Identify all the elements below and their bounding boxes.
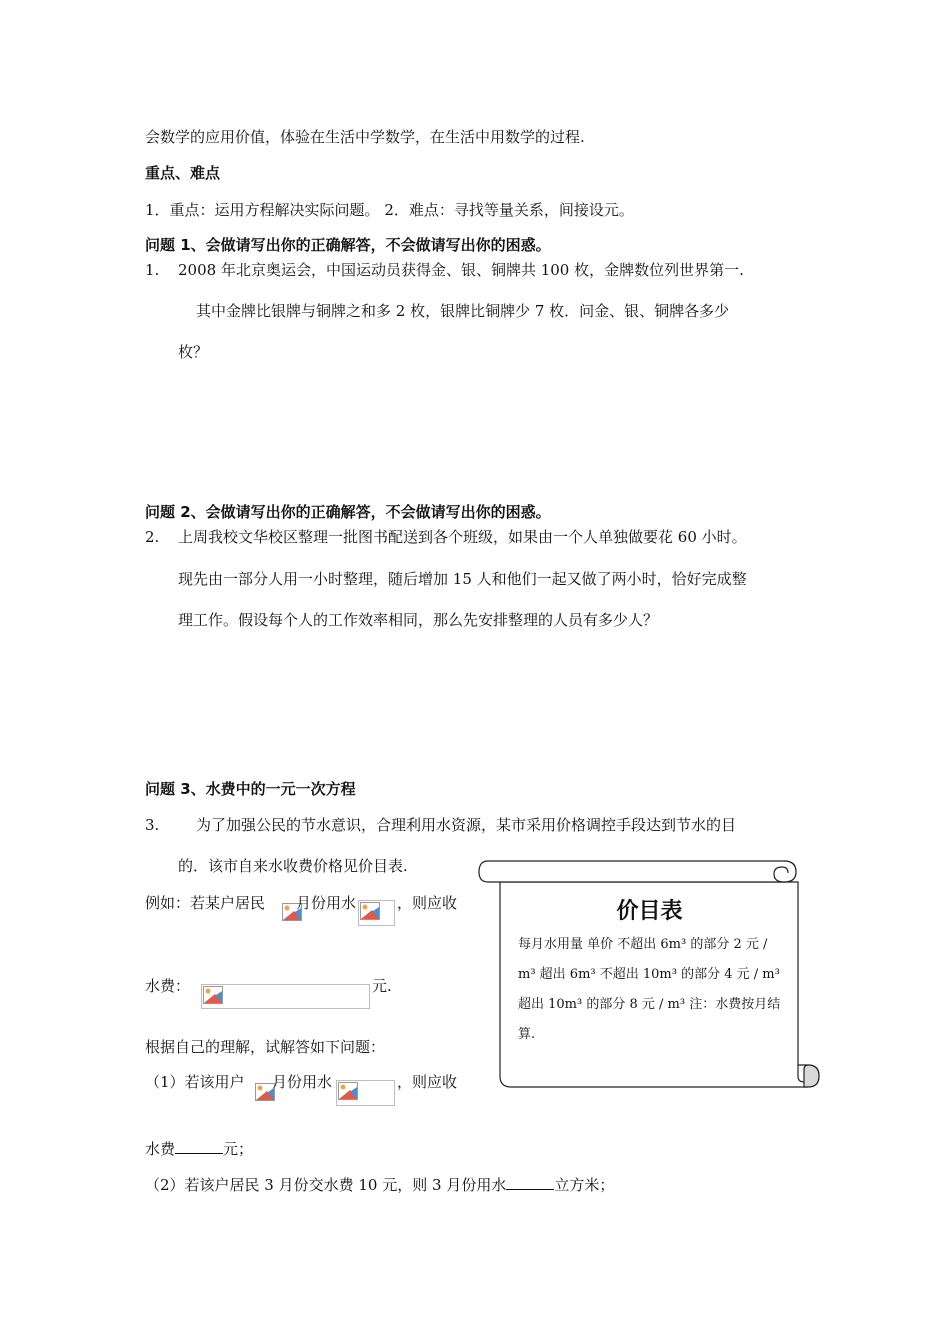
sub2-text-a: （2）若该户居民 3 月份交水费 10 元，则 3 月份用水 [145, 1176, 507, 1194]
fee-text-b: 元. [372, 977, 392, 995]
q2-text-line1: 上周我校文华校区整理一批图书配送到各个班级，如果由一个人单独做要花 60 小时。 [178, 528, 747, 546]
image-placeholder-volume [358, 900, 395, 926]
image-placeholder-month [281, 902, 293, 924]
sub1-text-b: 月份用水 [272, 1073, 333, 1091]
broken-image-icon [338, 1082, 358, 1100]
example-text-c: ，则应收 [397, 894, 458, 912]
q1-text-line2: 其中金牌比银牌与铜牌之和多 2 枚，银牌比铜牌少 7 枚．问金、银、铜牌各多少 [196, 302, 730, 320]
fee-text-a: 水费： [145, 977, 191, 995]
broken-image-icon [203, 986, 223, 1004]
image-placeholder-fee-formula [201, 984, 370, 1009]
q1-text-line1: 2008 年北京奥运会，中国运动员获得金、银、铜牌共 100 枚，金牌数位列世界第一. [178, 261, 744, 279]
keypoints-heading: 重点、难点 [145, 164, 221, 182]
price-table-title: 价目表 [616, 899, 683, 924]
q1-text-line3: 枚？ [178, 343, 209, 361]
sub1-fee-text-b: 元； [223, 1140, 254, 1158]
sub2-line [145, 1174, 614, 1195]
example-text-a: 例如：若某户居民 [145, 894, 266, 912]
q2-number: 2. [145, 528, 160, 546]
sub1-fee-line [145, 1138, 253, 1159]
answer-blank[interactable] [175, 1138, 223, 1154]
sub1-fee-text-a: 水费 [145, 1140, 176, 1158]
q3-heading: 问题 3、水费中的一元一次方程 [145, 780, 356, 798]
sub1-text-c: ，则应收 [397, 1073, 458, 1091]
q1-heading: 问题 1、会做请写出你的正确解答，不会做请写出你的困惑。 [145, 236, 551, 254]
example-text-b: 月份用水 [296, 894, 357, 912]
broken-image-icon [360, 902, 380, 920]
image-placeholder-sub1-month [254, 1082, 270, 1104]
instruction-text: 根据自己的理解，试解答如下问题： [145, 1038, 386, 1056]
sub1-text-a: （1）若该用户 [145, 1073, 245, 1091]
keypoints-line: 1．重点：运用方程解决实际问题。 2．难点：寻找等量关系，间接设元。 [145, 201, 634, 219]
q3-number: 3. [145, 816, 160, 834]
q3-text-line1: 为了加强公民的节水意识，合理利用水资源，某市采用价格调控手段达到节水的目 [196, 816, 737, 834]
price-table-text: 每月水用量 单价 不超出 6m³ 的部分 2 元 / m³ 超出 6m³ 不超出 10m³ 的部分 4 元 / m³ 超出 10m³ 的部分 8 元 / m³ 注：水费按月结算. [518, 937, 781, 1042]
q2-heading: 问题 2、会做请写出你的正确解答，不会做请写出你的困惑。 [145, 503, 551, 521]
intro-line: 会数学的应用价值，体验在生活中学数学，在生活中用数学的过程. [145, 128, 585, 146]
q2-text-line3: 理工作。假设每个人的工作效率相同，那么先安排整理的人员有多少人？ [178, 611, 659, 629]
q3-text-line2: 的．该市自来水收费价格见价目表. [178, 857, 408, 875]
q2-text-line2: 现先由一部分人用一小时整理，随后增加 15 人和他们一起又做了两小时，恰好完成整 [178, 570, 747, 588]
answer-blank[interactable] [506, 1174, 554, 1190]
q1-number: 1. [145, 261, 160, 279]
sub2-text-b: 立方米； [554, 1176, 615, 1194]
price-table-scroll [478, 858, 821, 1091]
image-placeholder-sub1-volume [336, 1080, 395, 1106]
